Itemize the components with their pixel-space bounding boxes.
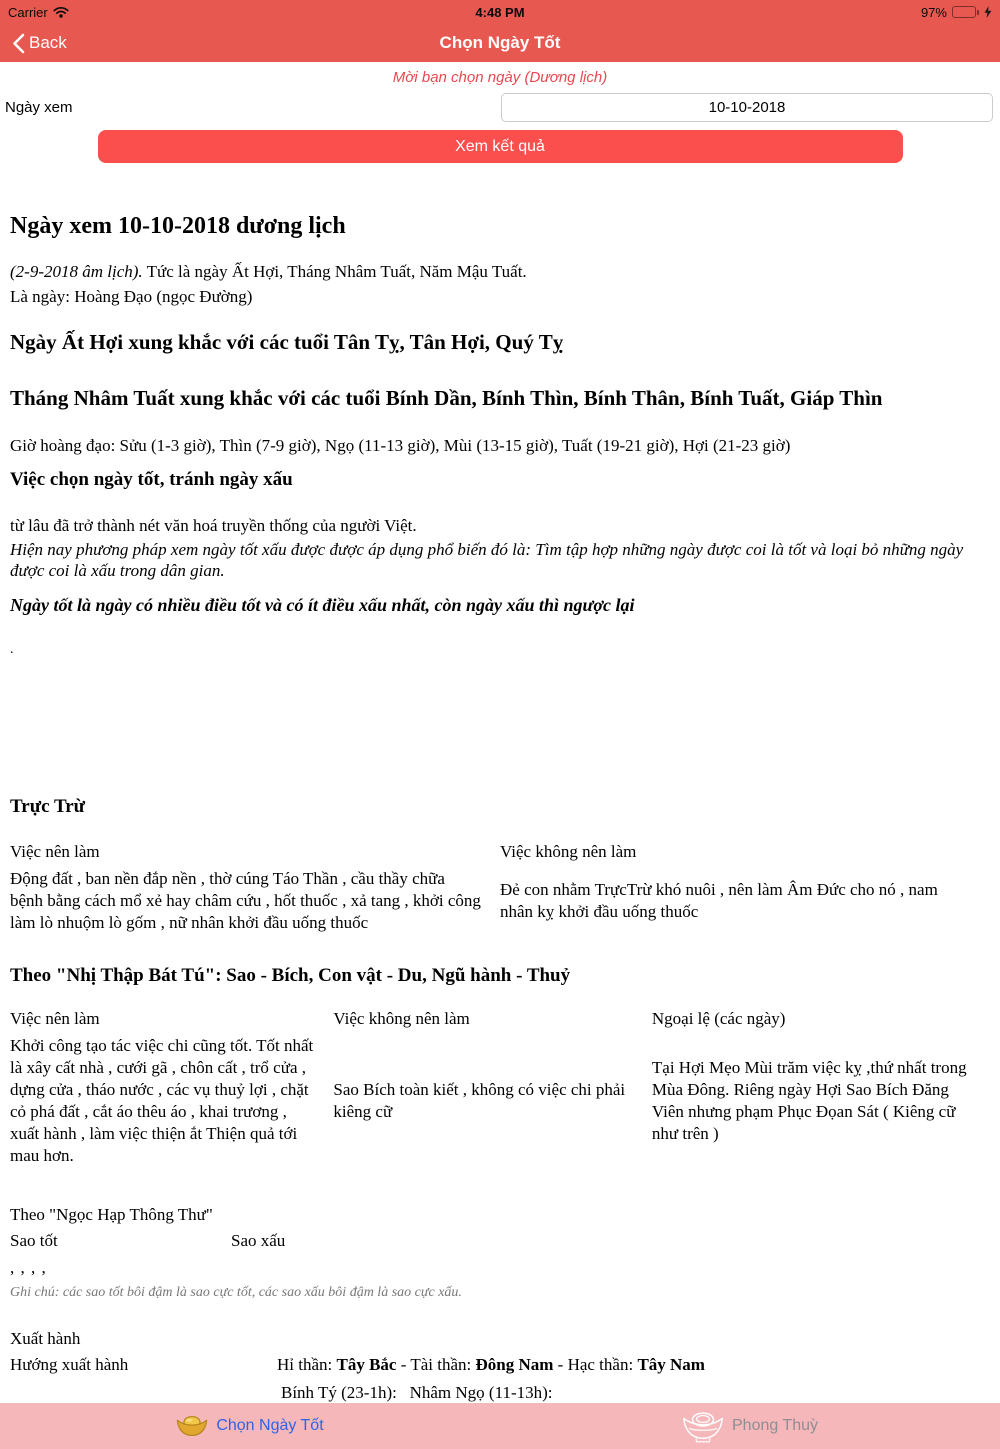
back-button[interactable]	[12, 33, 67, 54]
hi-than-label: Hỉ thần:	[277, 1355, 337, 1375]
date-picker-form	[0, 62, 1000, 163]
wifi-icon	[53, 6, 69, 18]
lunar-date-rest: Tức là ngày Ất Hợi, Tháng Nhâm Tuất, Năm Mậu Tuất.	[142, 262, 527, 281]
tab-label-chon-ngay-tot: Chọn Ngày Tốt	[216, 1417, 324, 1435]
clock: 4:48 PM	[475, 4, 525, 20]
xuat-hanh-heading: Xuất hành	[10, 1329, 81, 1349]
star-should-header: Việc nên làm	[10, 1008, 100, 1028]
page-title: Chọn Ngày Tốt	[439, 33, 561, 52]
view-result-button[interactable]: Xem kết quả	[98, 130, 903, 163]
status-bar	[0, 0, 1000, 24]
star-should-not-header: Việc không nên làm	[333, 1008, 470, 1028]
date-input[interactable]	[501, 93, 993, 122]
ngoc-hap-heading: Theo "Ngọc Hạp Thông Thư"	[10, 1205, 213, 1225]
star-section-heading: Theo "Nhị Thập Bát Tú": Sao - Bích, Con vật - Du, Ngũ hành - Thuỷ	[10, 964, 571, 986]
intro-heading: Việc chọn ngày tốt, tránh ngày xấu	[10, 469, 293, 490]
hac-than-label: - Hạc thần:	[553, 1355, 638, 1375]
day-type-line: Là ngày: Hoàng Đạo (ngọc Đường)	[10, 287, 253, 306]
tab-chon-ngay-tot[interactable]	[0, 1413, 500, 1439]
star-exception-header: Ngoại lệ (các ngày)	[651, 1008, 786, 1028]
truc-should-header: Việc nên làm	[10, 841, 100, 861]
lucky-hours-line: Giờ hoàng đạo: Sửu (1-3 giờ), Thìn (7-9 giờ), Ngọ (11-13 giờ), Mùi (13-15 giờ), Tuất (19-21 giờ), Hợi (21-23 giờ)	[10, 436, 791, 455]
result-content	[0, 163, 1000, 1403]
hi-than-value: Tây Bắc	[336, 1355, 397, 1375]
bad-star-label: Sao xấu	[231, 1231, 286, 1251]
battery-percent: 97%	[920, 4, 947, 20]
nav-bar	[0, 24, 1000, 62]
chevron-left-icon	[12, 33, 25, 54]
result-heading: Ngày xem 10-10-2018 dương lịch	[10, 213, 346, 239]
tab-label-phong-thuy: Phong Thuỳ	[732, 1417, 818, 1435]
star-labels-row	[10, 1231, 990, 1251]
hac-than-value: Tây Nam	[637, 1355, 705, 1375]
good-star-label: Sao tốt	[10, 1231, 58, 1251]
gods-directions	[277, 1355, 705, 1375]
direction-label: Hướng xuất hành	[10, 1355, 129, 1375]
truc-should-cell: Động đất , ban nền đắp nền , thờ cúng Táo Thần , cầu thầy chữa bệnh bằng cách mổ xẻ hay châm cứu , hốt thuốc , xả tang , khởi công làm lò nhuộm lò gốm , nữ nhân khởi đầu uống thuốc	[10, 868, 481, 932]
day-conflict-heading: Ngày Ất Hợi xung khắc với các tuổi Tân Tỵ, Tân Hợi, Quý Tỵ	[10, 330, 564, 354]
gold-ingot-icon	[176, 1413, 208, 1439]
truc-should-not-header: Việc không nên làm	[500, 841, 637, 861]
truc-tru-table	[10, 828, 990, 936]
lunar-date-italic: (2-9-2018 âm lịch).	[10, 262, 143, 281]
tai-than-value: Đông Nam	[475, 1355, 554, 1375]
intro-line3: Ngày tốt là ngày có nhiều điều tốt và có ít điều xấu nhất, còn ngày xấu thì ngược lại	[10, 594, 635, 615]
intro-line1: từ lâu đã trở thành nét văn hoá truyền thống của người Việt.	[10, 516, 417, 535]
date-field-label: Ngày xem	[5, 99, 73, 116]
truc-should-not-cell: Đẻ con nhằm TrựcTrừ khó nuôi , nên làm Âm Đức cho nó , nam nhân kỵ khởi đầu uống thuốc	[500, 879, 938, 921]
month-conflict-heading: Tháng Nhâm Tuất xung khắc với các tuổi Bính Dần, Bính Thìn, Bính Thân, Bính Tuất, Giáp Thìn	[10, 386, 883, 410]
tai-than-label: - Tài thần:	[396, 1355, 476, 1375]
star-section-table	[10, 995, 990, 1170]
choose-date-prompt: Mời bạn chọn ngày (Dương lịch)	[392, 69, 608, 86]
stray-dot: .	[10, 641, 14, 657]
intro-line2: Hiện nay phương pháp xem ngày tốt xấu được được áp dụng phổ biến đó là: Tìm tập hợp những ngày được coi là tốt và loại bỏ những ngày được coi là xấu trong dân gian.	[10, 540, 964, 581]
charging-bolt-icon	[984, 6, 992, 18]
battery-icon	[952, 6, 976, 18]
carrier-label: Carrier	[8, 4, 48, 20]
tab-phong-thuy[interactable]	[500, 1409, 1000, 1443]
truc-tru-heading: Trực Trừ	[10, 795, 86, 817]
star-note: Ghi chú: các sao tốt bôi đậm là sao cực tốt, các sao xấu bôi đậm là sao cực xấu.	[10, 1285, 462, 1301]
star-values: , , , ,	[10, 1258, 47, 1278]
back-label: Back	[29, 33, 67, 52]
direction-row	[10, 1355, 990, 1375]
departure-hours-line: Bính Tý (23-1h): Nhâm Ngọ (11-13h):	[281, 1383, 553, 1403]
tab-bar	[0, 1403, 1000, 1449]
star-exception-cell: Tại Hợi Mẹo Mùi trăm việc kỵ ,thứ nhất trong Mùa Đông. Riêng ngày Hợi Sao Bích Đăng Viên nhưng phạm Phục Đọan Sát ( Kiêng cữ như trên )	[651, 1057, 967, 1144]
lunar-date-line	[10, 262, 990, 282]
star-should-cell: Khởi công tạo tác việc chi cũng tốt. Tốt nhất là xây cất nhà , cưới gã , chôn cất , trổ cửa , dựng cửa , tháo nước , các vụ thuỷ lợi , chặt cỏ phá đất , cắt áo thêu áo , khai trương , xuất hành , làm việc thiện ắt Thiện quả tới mau hơn.	[10, 1035, 314, 1166]
ingot-outline-icon	[682, 1409, 724, 1443]
star-should-not-cell: Sao Bích toàn kiết , không có việc chi phải kiêng cữ	[333, 1079, 626, 1122]
